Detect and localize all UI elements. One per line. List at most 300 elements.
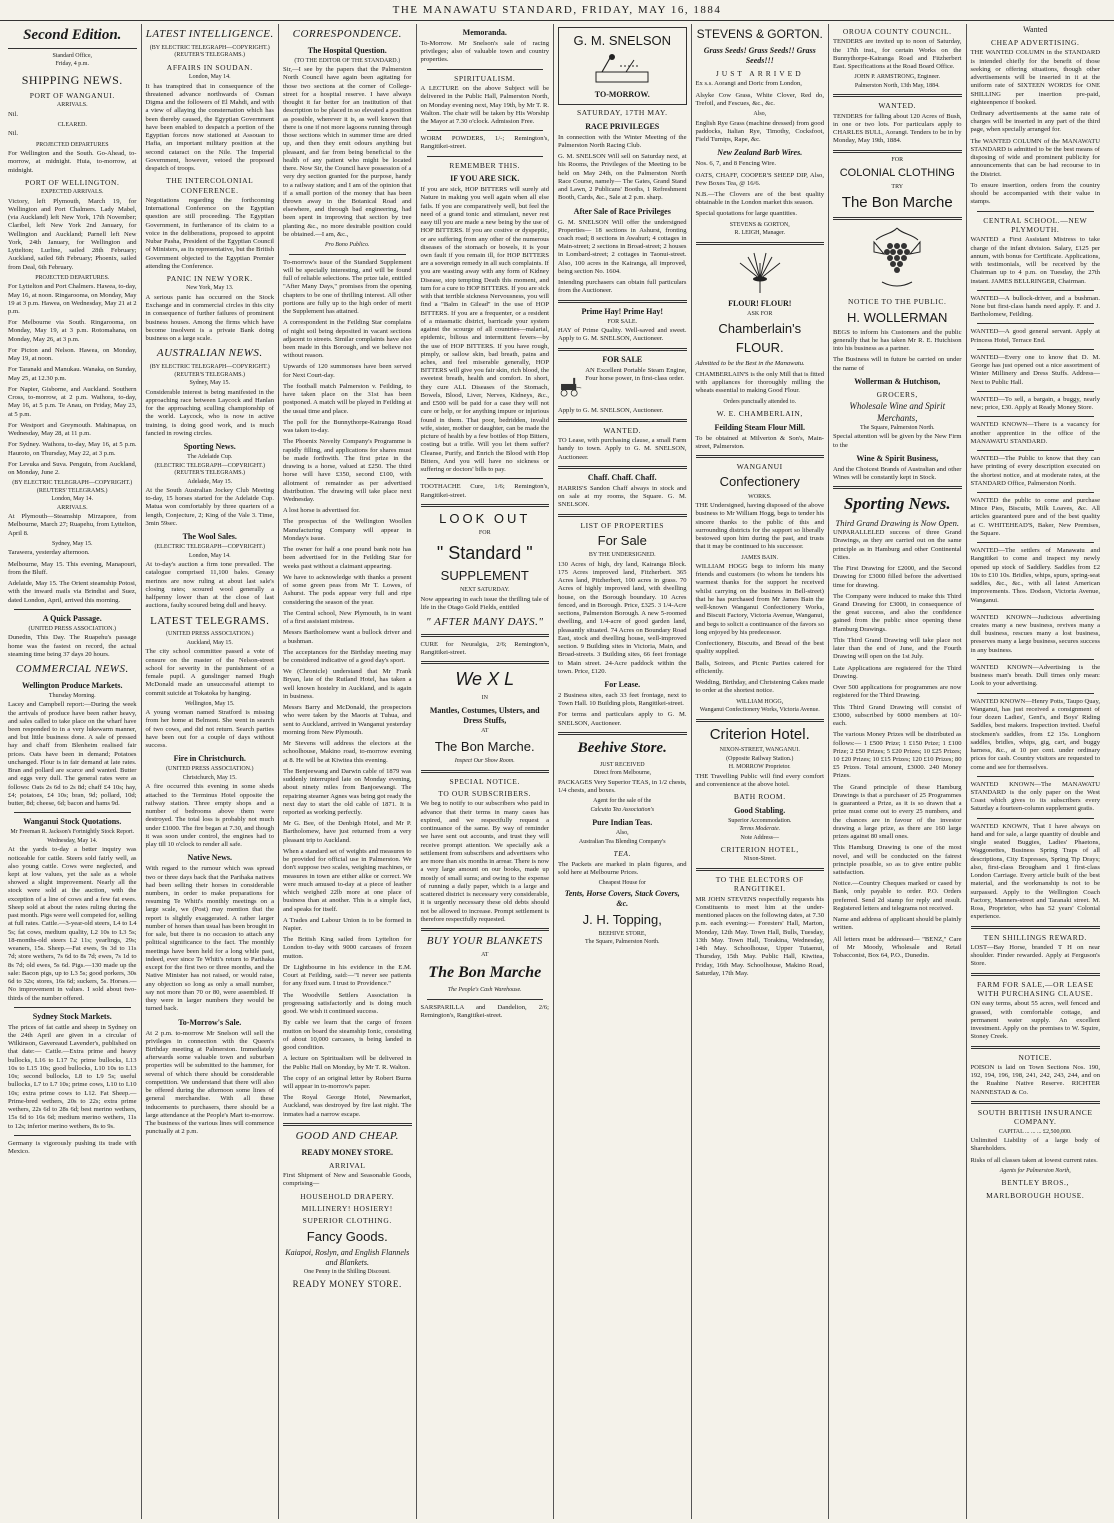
dateline: Sydney, May 15. <box>51 540 93 547</box>
auctioneer-illustration <box>590 52 654 86</box>
columns <box>4 24 1110 1519</box>
divider <box>971 1101 1101 1104</box>
ad-line: ARRIVAL <box>328 1160 366 1170</box>
paragraph: The owner for half a one pound bank note has been advertised for in the Feilding Star for weeks past without a claimant appearing. <box>283 546 412 570</box>
divider <box>421 634 550 637</box>
ad-heading: TO-MORROW. <box>594 90 650 100</box>
ad-text: And the Choicest Brands of Australian and other Wines will be constantly kept in Stock. <box>833 465 962 481</box>
ad-text: G. M. SNELSON Will offer the undersigned Properties— 18 sections in Ashurst, fronting coach road; 8 sections in Awahuri; 4 cottages in Main-street; 2 sections in Broad-street; 2 houses in Lombard-street; 2 cottages in Taonui-street. Also, 100 acres in the Kairanga, all improved, being section No. 1604. <box>558 218 687 275</box>
ad-text: HAY of Prime Quality. Well-saved and sweet. Apply to G. M. SNELSON, Auctioneer. <box>558 327 687 343</box>
paragraph: We have to acknowledge with thanks a present of some green peas from Mr T. Lowes, of Ashurst. The pods appear very full and ripe considering the season of the year. <box>283 573 412 606</box>
ad-line: Note Address— <box>740 834 779 841</box>
ad-line: SATURDAY, 17TH MAY. <box>576 108 668 118</box>
dateline: Christchurch, May 15. <box>182 774 237 781</box>
ad-heading: BUY YOUR BLANKETS <box>426 934 543 947</box>
section-heading: PORT OF WELLINGTON. <box>25 177 120 187</box>
ad-heading: FLOUR. <box>735 340 784 356</box>
ad-line: Cheapest House for <box>598 880 646 886</box>
ad-line: READY MONEY STORE. <box>292 1279 402 1290</box>
ad-line: HOUSEHOLD DRAPERY. <box>300 1191 395 1201</box>
ad-heading: Chamberlain's <box>718 321 802 337</box>
ad-heading: Mantles, Costumes, Ulsters, and Dress Stuffs, <box>429 706 540 726</box>
divider <box>833 486 962 489</box>
wire-credit: (UNITED PRESS ASSOCIATION.) <box>165 766 254 773</box>
divider <box>427 69 544 70</box>
divider <box>427 130 544 131</box>
section-title: COMMERCIAL NEWS. <box>15 663 129 676</box>
sub-heading: PROJECTED DEPARTURES. <box>35 274 110 281</box>
divider <box>14 1135 131 1136</box>
divider <box>421 770 550 773</box>
ad-text: WANTED KNOWN—Judicious advertising creates many a new business, revives many a dull business, rescues many a lost business, preserves many a large business, secures success in any business. <box>970 613 1100 654</box>
column-4 <box>417 24 555 1519</box>
ad-text: Intending purchasers can obtain full particulars from the Auctioneer. <box>558 279 687 295</box>
ad-line: The Square, Palmerston North. <box>585 939 660 946</box>
ad-line: JAMES BAIN. <box>741 554 779 561</box>
article-heading: The Wool Sales. <box>182 532 237 542</box>
ad-line: NIXON-STREET, WANGANUI. <box>719 747 800 754</box>
paragraph: For Melbourne via South. Ringarooma, on Monday, May 19, at 3 p.m. Rotomahana, on Monday, May 26, at 3 p.m. <box>8 319 137 343</box>
divider <box>977 391 1095 392</box>
ad-text: Risks of all classes taken at lowest current rates. <box>970 1156 1098 1164</box>
edition-title: Second Edition. <box>8 26 137 49</box>
ad-line: CAPITAL ... ... ... £2,500,000. <box>998 1128 1072 1135</box>
edition-line: Standard Office, <box>52 52 93 59</box>
ad-text: TENDERS for falling about 120 Acres of Bush, in one or two lots. For particulars apply to CHARLES BULL, Aorangi. Tenders to be in by Monday, May 19th, 1884. <box>833 112 962 145</box>
section-title: CORRESPONDENCE. <box>292 28 402 40</box>
ad-heading: SPIRITUALISM. <box>454 73 516 83</box>
ad-text: OATS, CHAFF, COOPER'S SHEEP DIP, Also, Few Boxes Tea, @ 16/6. <box>695 171 824 187</box>
dateline: Adelaide, May 15. <box>187 478 233 485</box>
paragraph: Messrs Barry and McDonald, the prospectors who were taken by the Maoris at Tuhua, and sent to Auckland, arrived in Wanganui yesterday morning from New Plymouth. <box>283 704 412 736</box>
ad-heading: FOR SALE <box>602 354 643 364</box>
ad-text: G. M. SNELSON Will sell on Saturday next, at his Rooms, the Privileges of the Meeting to be held on May 24th, on the Palmerston North Race Course, namely— The Gates, Grand Stand and Lawn, 2 Publicans' Booths, 1 Refreshment Booth, Cards, &c., Sale at 2 p.m. sharp. <box>558 153 687 202</box>
divider <box>558 514 687 517</box>
ad-line: TRY <box>891 183 904 190</box>
divider <box>558 300 687 303</box>
ad-text: 130 Acres of high, dry land, Kairanga Block. 175 Acres improved land, Fitzherbert. 365 Acres land, Pitzherbert, 100 acres in grass. 70 Acres of highly improved land, with dwelling house, on the Borough boundary. 10 Acres fenced, and in Borough. Price, £325. 3 1/4-Acre sections, Palmerston Borough. A new 5-roomed dwelling, and 1/4-acre of good garden land, pleasantly situated. 74 Acres on Boundary Road East, stock and dwelling house, well-improved section. 9 Building sites in Victoria, Main, and Broad-streets. 3 Building sites, 66 feet frontage to Main street. 24-Acre paddock within the town. Price, £120. <box>558 560 687 675</box>
divider <box>977 818 1095 819</box>
ad-text: THE Undersigned, having disposed of the above business to Mr William Hogg, begs to tender his sincere thanks to the public of this and surrounding districts for the support so liberally bestowed upon him during the past, and trusts that it may be continued to his successor. <box>695 502 824 551</box>
divider <box>558 348 687 351</box>
ad-text: CURE for Neuralgia, 2/6; Remington's, Rangitikei-street. <box>420 640 549 657</box>
section-title: LATEST TELEGRAMS. <box>150 614 270 627</box>
ad-line: MARLBOROUGH HOUSE. <box>986 1190 1085 1200</box>
paragraph: It has transpired that in consequence of the threatened advance northwards of Osman Digma and the followers of El Mahdi, and with a view of allaying the consternation which has been thereby caused, the Egyptian Government have been enabled to despatch a portion of the Egyptian forces now stationed at Assouan to Hafia, an important military position at the second cataract on the Nile. The Imperial Government, however, vetoed the proposed despatch of troops. <box>145 82 274 172</box>
divider <box>977 323 1095 324</box>
ad-text: N.B.—The Clovers are of the best quality obtainable in the London market this season. <box>695 190 824 207</box>
paragraph: The acceptances for the Birthday meeting may be considered indicative of a good day's sport. <box>283 648 412 664</box>
sub-heading: (TO THE EDITOR OF THE STANDARD.) <box>294 57 401 64</box>
ad-line: Australian Tea Blending Company's <box>578 838 666 845</box>
ad-heading: TEN SHILLINGS REWARD. <box>983 932 1087 942</box>
column-1 <box>4 24 142 1519</box>
ad-line: Tents, Horse Covers, Stack Covers, &c. <box>564 888 680 908</box>
ad-heading: Sporting News. <box>843 494 951 514</box>
ad-line: Wholesale Wine and Spirit Merchants, <box>849 401 946 423</box>
paragraph: At to-day's auction a firm tone prevailed. The catalogue comprised 11,100 bales. Greasy merinos are now ruling at about last sale's closing rates; scoured wool generally a halfpenny lower than at the close of last auctions, faulty scoured being dull and heavy. <box>145 561 274 610</box>
ad-text: Alsyke Cow Grass, White Clover, Red do, Trefoil, and Fescues, &c., &c. <box>695 91 824 107</box>
sub-heading: EXPECTED ARRIVALS. <box>40 189 104 196</box>
grapes-illustration <box>862 224 932 294</box>
ad-text: Wedding, Birthday, and Christening Cakes made to order at the shortest notice. <box>695 679 825 695</box>
sub-heading: ARRIVALS. <box>56 504 88 511</box>
ad-heading: TO THE ELECTORS OF RANGITIKEI. <box>715 874 804 894</box>
ad-heading: RACE PRIVILEGES <box>585 121 660 131</box>
ad-heading: REMEMBER THIS. <box>449 160 521 170</box>
steam-engine-illustration <box>558 367 582 407</box>
divider <box>977 776 1095 777</box>
article-heading: Wanganui Stock Quotations. <box>23 817 122 827</box>
ad-heading: FLOUR! FLOUR! <box>728 298 792 308</box>
ad-line: Kaiapoi, Roslyn, and English Flannels and Blankets. <box>285 1247 410 1267</box>
divider <box>14 609 131 610</box>
ad-text: Ex s.s. Aorangi and Doric from London, <box>695 80 802 88</box>
ad-text: 2 Business sites, each 33 feet frontage, next to Town Hall. 10 Building plots, Rangitikei-street. <box>558 692 687 708</box>
ad-heading: " Standard " <box>436 542 533 563</box>
dateline: Auckland, May 15. <box>186 639 233 646</box>
paragraph: The prices of fat cattle and sheep in Sydney on the 24th April are given in a circular of Wilkinson, Gavereaud Lavender's, published on that date:— Cattle.—Extra prime and heavy bullocks, L16 to L17 7s; prime bullocks, L13 10s to L15 10s; good bullocks, L10 10s to L13 10s; second bullocks, L8 to L9 5s; useful bullocks, L7 to L7 10s; prime cows, L10 to L10 10s; extra prime cows to L12. Fat Sheep.—Prime-bred wethers, 20s to 22s; extra prime wethers, 22s 6d to 28s 6d; best merino wethers, 15s 6d to 16s 6d; medium merino wethers, 11s to 12s; inferior merino wethers, 8s to 9s. <box>8 1023 137 1130</box>
paragraph: A Trades and Labour Union is to be formed in Napier. <box>283 916 412 933</box>
divider <box>283 1123 412 1126</box>
column-3 <box>279 24 417 1519</box>
divider <box>696 242 825 245</box>
wire-credit: (ELECTRIC TELEGRAPH—COPYRIGHT.) (REUTER'S TELEGRAMS.) <box>154 462 265 476</box>
ad-heading: TO OUR SUBSCRIBERS. <box>438 789 532 799</box>
section-heading: PORT OF WANGANUI. <box>29 90 115 100</box>
divider <box>14 812 131 813</box>
paragraph: Nil. <box>8 130 19 138</box>
paragraph: Negotiations regarding the forthcoming International Conference on the Egyptian question are still proceeding. The Egyptian Government, in furtherance of its claim to a voice in the deliberations, proposed to appoint Nubar Pasha, President of the Egyptian Council of Ministers, as its representative, but the British Government objected to the Egyptian Premier attending the Conference. <box>145 196 274 270</box>
ad-text: All letters must be addressed— "BENZ," Care of Mr Moody, Wholesale and Retail Tobacconist, Box 64, P.O., Dunedin. <box>833 935 962 960</box>
ad-heading: Good Stabling. <box>734 805 786 815</box>
paragraph: At Plymouth—Steamship Mirzapore, from Melbourne, March 27; Ruapehu, from Lyttelton, April 8. <box>8 513 137 537</box>
ad-text: To ensure insertion, orders from the country should be accompanied with their value in stamps. <box>970 181 1100 206</box>
ad-text: THE Travelling Public will find every comfort and convenience at the above hotel. <box>695 772 824 788</box>
ad-heading: " AFTER MANY DAYS." <box>425 616 544 629</box>
paragraph: Nil. <box>8 110 19 118</box>
ad-line: Agents for Palmerston North, <box>999 1167 1071 1174</box>
divider <box>971 1046 1101 1049</box>
ad-line: BEEHIVE STORE, <box>598 930 647 937</box>
ad-text: This Third Grand Drawing will take place not later than the end of June, and the Fourth Drawing will open on the 1st July. <box>833 636 962 661</box>
paragraph: The Woodville Settlers Association is progressing satisfactorily and is doing much good. We wish it continued success. <box>283 991 412 1016</box>
ad-line: H. MORROW Proprietor. <box>728 764 791 771</box>
paragraph: By cable we learn that the cargo of frozen mutton on board the steamship Ionic, consisting of about 10,000 carcases, is being landed in good condition. <box>283 1019 412 1052</box>
ad-text: Ordinary advertisements at the same rate of charges will be inserted in any part of the third page, when specially arranged for. <box>970 110 1100 134</box>
divider <box>696 719 825 722</box>
ad-line: FOR SALE. <box>607 318 638 325</box>
ad-text: Late Applications are registered for the Third Drawing. <box>833 664 962 680</box>
paragraph: A fire occurred this evening in some sheds attached to the Terminus Hotel opposite the railway station. Three empty shops and a number of bedrooms above them were destroyed. The total loss is probably not much under £1000. The fire began at 7.30, and though it was soon under control, the engines had to play till 10 o'clock to render all safe. <box>145 783 274 849</box>
column-8 <box>967 24 1105 1519</box>
paragraph: At 2 p.m. to-morrow Mr Snelson will sell the privileges in connection with the Queen's Birthday meeting at Palmerston. Immediately afterwards some valuable town and suburban properties will be submitted to the hammer, for several of which there should be considerable competition. We understand that there will also be offered during the afternoon some lines of general merchandise. With all these inducements to purchasers, there should be a large attendance at the People's Mart to-morrow. The business of the various lines will commence punctually at 2 p.m. <box>145 1029 274 1136</box>
paragraph: At the yards to-day a better inquiry was noticeable for cattle. Steers sold fairly well, as also young cattle. Cows were neglected, and kept at low values, yet the sale as a whole showed a slight improvement. Nearly all the stock were sold at the auction, with the exception of a line of cows and a few fat ewes. Sheep sold at about the rates ruling during the past month. Pigs were well competed for, selling at full rates. Cattle.—3-year-old steers, L4 to L4 5s; fat cows, medium quality, L2 10s to L3 5s; 18-months-old steers L2 11s; yearlings, 29s; weaners, 15s. Sheep.—Fat ewes, 9s 3d to 11s 7d; store wethers, 7s 6d to 8s 7d; ewes, 7s 1d to 8s 7d; old ewes, 5s 6d. Pigs.—130 made up the sale: Bacon pigs, up to L3 5s; good porkers, 30s 6d to 32s; stores, 16s 6d; suckers, 5s. Horses.—No improvement in values. I sold about two-thirds of the number offered. <box>8 846 137 1002</box>
article-heading: Wellington Produce Markets. <box>21 680 123 690</box>
ad-line: Calcutta Tea Association's <box>590 806 655 813</box>
ad-text: WILLIAM HOGG begs to inform his many friends and customers (to whom he tenders his warmest thanks for the support he received whilst carrying on the business in Bell-street) that he has purchased from Mr James Bain the well-known Wanganui Confectionery Works, and Biscuit Factory, Victoria Avenue, Wanganui, and begs to solicit a continuance of the favors so long enjoyed by his predecessor. <box>695 563 824 636</box>
ad-text: The Packets are marked in plain figures, and sold here at Melbourne Prices. <box>558 860 687 876</box>
paragraph: The copy of an original letter by Robert Burns will appear in to-morrow's paper. <box>283 1074 412 1090</box>
ad-heading: LOOK OUT <box>439 510 531 526</box>
snelson-ad <box>558 27 687 105</box>
ad-text: WANTED—The settlers of Manawatu and Rangitikei to come and inspect my newly opened up stock of Saddlery. Saddles from £2 10s to £10 10s. Bridles, whips, spurs, spring-seat saddles, &c., &c., with all latest American improvements. Thos. Dodson, Victoria Avenue, Wanganui. <box>970 547 1100 604</box>
section-heading: Wanted <box>1023 25 1048 34</box>
paragraph: When a standard set of weights and measures to be provided for official use in Palmerston. We don't suppose two scales, weighing machines, or measures in town are either alike or correct. We were much amused to-day at a piece of leather which weighed 22lb more at one place of business than at another. This is a simple fact, and speaks for itself. <box>283 847 412 913</box>
ad-heading: Chaff. Chaff. Chaff. <box>587 472 657 482</box>
wire-credit: (BY ELECTRIC TELEGRAPH—COPYRIGHT.) (REUTER'S TELEGRAMS.) <box>149 44 270 59</box>
ad-heading: Beehive Store. <box>577 739 667 756</box>
paragraph: For Westport and Greymouth. Mahinapua, on Wednesday, May 28, at 11 p.m. <box>8 421 137 438</box>
ad-text: The Company were induced to make this Third Grand Drawing for £3000, in consequence of the great success, and also the confidence gained from the public since opening these Hamburg Drawings. <box>833 592 962 633</box>
paragraph: At the South Australian Jockey Club Meeting to-day, 15 horses started for the Adelaide Cup. Matua won comfortably by three quarters of a length, Conjecture, 2; King of the Vale 3. Time, 3min 59sec. <box>145 487 274 527</box>
ad-text: Confectionery, Biscuits, and Bread of the best quality supplied. <box>695 640 824 656</box>
ad-line: GROCERS, <box>876 389 918 399</box>
ad-line: W. E. CHAMBERLAIN, <box>716 409 803 419</box>
ad-text: WORM POWDERS, 1/-; Remington's, Rangitikei-street. <box>420 135 549 151</box>
ad-text: To be obtained at Milverton & Son's, Main-street, Palmerston. <box>695 434 824 450</box>
divider <box>977 492 1095 493</box>
paragraph: A young woman named Stratford is missing from her home at Belmont. She went in search of two cows, and did not return. Search parties have been out for a couple of days without success. <box>145 709 274 750</box>
paragraph: A correspondent in the Feilding Star complains of night soil being deposited in vacant sections adjacent to streets. Similar complaints have also been made in this Borough, and we believe not without reason. <box>283 319 412 360</box>
paragraph: Mr Stevens will address the electors at the schoolhouse, Makino road, to-morrow evening at 8. He will be at Kiwitea this evening. <box>283 740 412 764</box>
ad-heading: Wine & Spirit Business, <box>856 453 939 463</box>
ad-text: SARSPARILLA and Dandelion, 2/6; Remington's, Rangitikei-street. <box>420 1003 549 1019</box>
ad-line: NEXT SATURDAY. <box>459 587 510 594</box>
ad-line: FOR <box>891 156 904 163</box>
ad-heading: LIST OF PROPERTIES <box>580 520 665 530</box>
ad-line: Superior Accommodation. <box>728 817 792 824</box>
paragraph: The Central school, New Plymouth, is in want of a first assistant mistress. <box>283 609 412 626</box>
ad-line: Inspect Our Show Room. <box>454 758 515 765</box>
ad-text: Balls, Soirees, and Picnic Parties catered for efficiently. <box>695 659 824 675</box>
ad-line: AT <box>481 728 489 735</box>
ad-text: WANTED—A good general servant. Apply at Princess Hotel, Terrace End. <box>970 328 1100 344</box>
ad-heading: OROUA COUNTY COUNCIL. <box>842 27 952 36</box>
ad-line: TEA. <box>613 849 632 859</box>
paragraph: The Phoenix Novelty Company's Programme is rapidly filling, and applications for shares must be made forthwith. The first prize in the drawing is a horse, valued at £250. The third horse will have £350, second £100, with allotment of remainder as per advertised distribution. The drawing will take place next Wednesday. <box>283 438 412 503</box>
ad-line: BY THE UNDERSIGNED. <box>588 552 656 559</box>
ad-line: ASK FOR <box>747 310 773 317</box>
ad-heading: SOUTH BRITISH INSURANCE COMPANY. <box>977 1107 1093 1127</box>
paragraph: For Napier, Gisborne, and Auckland. Southern Cross, to-morrow, at 2 p.m. Waihora, to-day, May 16, at 5 p.m. Te Anau, on Friday, May 23, at 5 p.m. <box>8 385 137 418</box>
divider <box>833 94 962 97</box>
ad-text: TENDERS are invited up to noon of Saturday, the 17th inst., for certain Works on the Bunnythorpe-Kairanga Road and Fitzherbert East. Specifications at the Road Board Office. <box>833 38 962 71</box>
ad-heading: H. WOLLERMAN <box>847 309 948 325</box>
ad-heading: WANTED. <box>603 425 642 435</box>
divider <box>977 211 1095 212</box>
paragraph: For Lyttelton and Port Chalmers. Hawea, to-day, May 16, at noon. Ringarooma, on Monday, May 19 at 3 p.m. Hawea, on Wednesday, May 21 at 2 p.m. <box>8 283 137 315</box>
ad-line: FOR <box>478 530 491 537</box>
article-heading: The Hospital Question. <box>307 45 387 55</box>
sub-heading: PROJECTED DEPARTURES <box>35 141 109 148</box>
signature: Pro Bono Publico. <box>324 242 370 249</box>
divider <box>971 973 1101 976</box>
wheat-sheaf-illustration <box>730 249 790 295</box>
shipping-title: SHIPPING NEWS. <box>21 72 123 87</box>
ad-text: English Rye Grass (machine dressed) from good paddocks, Italian Rye, Timothy, Cocksfoot, Field Turnips, Rape, &c. <box>695 119 824 144</box>
column-6 <box>692 24 830 1519</box>
ad-text: Name and address of applicant should be plainly written. <box>833 916 962 932</box>
ad-text: The WANTED COLUMN of the MANAWATU STANDARD is admitted to be the best means of disposing of wide and prominent publicity for announcements that can be had recourse to in the District. <box>970 137 1100 178</box>
ad-heading: Confectionery <box>719 474 800 490</box>
paragraph: A serious panic has occurred on the Stock Exchange and in commercial circles in this city in consequence of further failures of prominent business houses. Among the firms which have become insolvent is a private Bank doing business on a large scale. <box>145 293 274 343</box>
paragraph: Germany is vigorously pushing its trade with Mexico. <box>8 1139 137 1156</box>
edition-line: Friday, 4 p.m. <box>55 61 89 68</box>
ad-text: Now appearing in each issue the thrilling tale of life in the Otago Gold Fields, entitled <box>420 595 549 611</box>
divider <box>427 478 544 479</box>
ad-line: Fancy Goods. <box>306 1228 388 1244</box>
paragraph: Tarawera, yesterday afternoon. <box>8 549 90 557</box>
article-heading: Memoranda. <box>462 28 507 37</box>
ad-text: First Shipment of New and Seasonable Goods, comprising— <box>283 1172 412 1188</box>
paragraph: Dunedin, This Day. The Ruapehu's passage home was the fastest on record, the actual steaming time being 37 days 20 hours. <box>8 634 137 658</box>
ad-heading: Prime Hay! Prime Hay! <box>581 306 664 316</box>
ad-heading: We X L <box>455 669 515 690</box>
ad-text: Over 500 applications for programmes are now registered for the Third Drawing. <box>833 684 962 700</box>
ad-text: BEGS to inform his Customers and the public generally that he has taken Mr R. E. Hutchison into his business as a partner. <box>833 328 962 353</box>
wire-credit: (UNITED PRESS ASSOCIATION.) <box>165 631 254 638</box>
ad-line: Wanganui Confectionery Works, Victoria Avenue. <box>699 707 820 714</box>
ad-text: POISON is laid on Town Sections Nos. 190, 192, 194, 196, 198, 241, 242, 243, 244, and on the Ruahine Native Reserve. RICHTER NANNESTAD & Co. <box>970 1063 1100 1096</box>
ad-heading: STEVENS & GORTON. <box>696 27 823 41</box>
ad-heading: The Bon Marche. <box>434 738 535 754</box>
divider <box>833 150 962 153</box>
paragraph: A lecture on Spiritualism will be delivered in the Public Hall on Monday, by Mr T. R. Walton. <box>283 1055 412 1071</box>
paragraph: For Taranaki and Manukau. Wanaka, on Sunday, May 25, at 12.30 p.m. <box>8 366 137 382</box>
ad-text: WANTED—Every one to know that D. M. George has just opened out a nice assortment of Winter Millinery and Dress Stuffs. Address—Next to Public Hall. <box>970 353 1100 386</box>
divider <box>558 732 687 735</box>
ad-line: BENTLEY BROS., <box>1001 1178 1069 1188</box>
ad-line: MILLINERY! HOSIERY! <box>301 1203 393 1213</box>
paragraph: For Sydney. Waihora, to-day, May 16, at 5 p.m. Hauroto, on Thursday, May 22, at 3 p.m. <box>8 441 137 457</box>
ad-text: The Grand principle of these Hamburg Drawings is that a purchaser of 25 Programmes is guaranteed a Prize, as it is so drawn that a prize must come out to every 25 numbers, and the chances are in favour of the investor drawing a large prize, as there are 160 large prizes against 80 small ones. <box>833 783 962 841</box>
divider <box>833 217 962 220</box>
divider <box>977 609 1095 610</box>
ad-text: In connection with the Winter Meeting of the Palmerston North Racing Club. <box>558 133 687 149</box>
paragraph: Dr Lightbourne in his evidence in the E.M. Court at Feilding, said:—"I never see patients for any fixed sum. I trust to Providence." <box>283 963 412 988</box>
article-heading: To-Morrow's Sale. <box>178 1017 242 1027</box>
ad-text: MR JOHN STEVENS respectfully requests his Constituents to meet him at the under-mentioned places on the following dates, at 7.30 p.m. each evening:— Foresters' Hall, Marton, Monday, 12th May. Town Hall, Bulls, Tuesday, 13th May. Town Hall, Torakina, Wednesday, 14th May. Schoolhouse, Upper Tutaenui, Thursday, 15th May. Public Hall, Kiwitea, Friday, 16th May. Schoolhouse, Makino Road, Saturday, 17th May. <box>695 895 824 977</box>
ad-heading: For Sale <box>597 532 647 548</box>
ad-line: Agent for the sale of the <box>593 798 652 805</box>
ad-heading: SUPPLEMENT <box>440 568 529 584</box>
divider <box>977 450 1095 451</box>
ad-line: SUPERIOR CLOTHING. <box>302 1216 392 1226</box>
ad-line: Orders punctually attended to. <box>723 398 797 405</box>
divider <box>977 349 1095 350</box>
ad-line: WANGANUI <box>736 461 783 471</box>
ad-text: The various Money Prizes will be distributed as follows:— 1 £500 Prize; 1 £150 Prize; 1 £100 Prize; 2 £50 Prizes; 5 £20 Prizes; 10 £25 Prizes; 10 £20 Prizes; 10 £15 Prizes; 120 £10 Prizes; 80 £5 Prizes. Total amount, £3000. 240 Money Prizes. <box>833 731 962 780</box>
ad-line: Also, <box>615 830 629 837</box>
ad-heading: The Bon Marche <box>841 194 953 212</box>
ad-text: For terms and particulars apply to G. M. SNELSON, Auctioneer. <box>558 711 687 727</box>
paragraph: Considerable interest is being manifested in the approaching race between Laycock and Hanlan for the approaching sculling championship of the world. Laycock, who is now in active training, is doing good work, and is much fancied in rowing circles. <box>145 388 274 437</box>
ad-text: WANTED—The Public to know that they can have printing of every description executed on the shortest notice, and at moderate rates, at the STANDARD Office, Palmerston North. <box>970 455 1100 487</box>
ad-line: JUST ARRIVED <box>715 69 804 78</box>
ad-heading: Wollerman & Hutchison, <box>854 376 941 386</box>
article-heading: Fire in Christchurch. <box>173 754 246 764</box>
ad-heading: READY MONEY STORE. <box>301 1147 393 1157</box>
article-heading: Sydney Stock Markets. <box>32 1011 112 1021</box>
column-7 <box>829 24 967 1519</box>
divider <box>421 661 550 664</box>
divider <box>421 504 550 507</box>
ad-line: CRITERION HOTEL, <box>720 845 799 855</box>
divider <box>558 466 687 469</box>
ad-text: Unlimited Liability of a large body of Shareholders. <box>970 1137 1100 1153</box>
column-5 <box>554 24 692 1519</box>
ad-heading: FARM FOR SALE,—OR LEASE WITH PURCHASING CLAUSE. <box>976 979 1094 998</box>
ad-line: AT <box>481 951 489 958</box>
ad-text: Special attention will be given by the New Firm to the <box>833 433 962 449</box>
divider <box>427 156 544 157</box>
divider <box>971 926 1101 929</box>
ad-text: This Third Grand Drawing will consist of £3000, subscribed by 6000 members at 10/- each. <box>833 703 962 728</box>
ad-line: (Opposite Railway Station.) <box>726 755 794 762</box>
paragraph: Lacey and Campbell report:—During the week the arrivals of produce have been rather heavy, and sales called to take place on the wharf have been responded to in a very lukewarm manner, and but little business done. A sale of pressed hay and chaff from Blenheim realised fair prices. Oats have been in demand; Potatoes unchanged. Flour is in fair demand at late rates. Bran and pollard are scarce and wanted. Butter and eggs very dull. The general rates were as follows: Oats 2s 6d to 2s 8d; chaff £4 10s; hay, £4; potatoes, £4 10s; bran, 9d; pollard, 10d; butter, 8d; cheese, 6d; bacon and hams 9d. <box>8 701 137 808</box>
ad-text: WANTED KNOWN—There is a vacancy for another apprentice in the office of the MANAWATU STANDARD. <box>970 421 1100 445</box>
ad-line: JOHN P. ARMSTRONG, Engineer. <box>854 74 941 81</box>
ad-text: PACKAGES Very Superior TEAS, in 1/2 chests, 1/4 chests, and boxes. <box>558 778 687 794</box>
divider <box>696 868 825 871</box>
dateline: Sydney, May 15. <box>189 380 231 387</box>
divider <box>977 290 1095 291</box>
sub-heading: The Adelaide Cup. <box>187 454 233 460</box>
paragraph: We (Chronicle) understand that Mr Frank Bryan, late of the Rutland Hotel, has taken a well known hostelry in Auckland, and is again in business. <box>283 668 412 700</box>
sub-heading: Mr Freeman R. Jackson's Fortnightly Stock Report. <box>10 829 135 836</box>
sub-heading: CLEARED. <box>57 121 87 128</box>
ad-heading: Criterion Hotel. <box>709 725 810 743</box>
ad-text: The First Drawing for £2000, and the Second Drawing for £3000 filled before the advertised time for drawing. <box>833 565 962 589</box>
ad-text: UNPARALLELED success of three Grand Drawings, as they are carried out on the same principle as in Hamburg and other Continental Cities. <box>833 529 962 561</box>
ad-text: WANTED a First Assistant Mistress to take charge of the infant division. Salary, £125 per annum, with bonus for Certificate. Applications, with testimonials, will be received by the Chairman up to 4 p.m. on Tuesday, the 27th instant. JAMES BELLRINGER, Chairman. <box>970 236 1100 285</box>
wire-credit: (BY ELECTRIC TELEGRAPH—COPYRIGHT.) (REUTERS' TELEGRAMS.) <box>12 480 133 494</box>
ad-heading: For Lease. <box>604 680 641 689</box>
ad-text: If you are sick, HOP BITTERS will surely aid Nature in making you well again when all else fails. If you are comparatively well, but feel the need of a grand tonic and stimulant, never rest easy till you are made a new being by the use of HOP BITTERS. If you are costive or dyspeptic, or are suffering from any other of the numerous diseases of the stomach or bowels, it is your own fault if you remain ill, for HOP BITTERS are a sovereign remedy in all such complaints. If you are wasting away with any form of Kidney Disease, stop tempting Death this moment, and turn for a cure to HOP BITTERS. If you are sick with that terrible sickness Nervousness, you will find a "Balm in Gilead" in the use of HOP BITTERS. If you are a frequenter, or a resident of a miasmatic district, barricade your system against the scourge of all countries—malarial, epidemic, bilious and intermittent fevers—by the use of HOP BITTERS. If you have rough, pimply, or sallow skin, bad breath, pains and aches, and feel miserable generally, HOP BITTERS will give you fair skin, rich blood, the sweetest breath, health and comfort. In short, they cure ALL Diseases of the Stomach, Bowels, Blood, Liver, Nerves, Kidneys, &c., and £500 will be paid for a case they will not cure or help, or for anything impure or injurious found in them. That poor, bedridden, invalid wife, sister, mother or daughter, can be made the picture of health by a few bottles of Hop Bitters, costing but a trifle. Will you let them suffer? Cleanse, Purify, and Enrich the Blood with Hop Bitters, And you will have no sickness or suffering or doctors' bills to pay. <box>420 186 549 474</box>
divider <box>977 659 1095 660</box>
ad-text: THE WANTED COLUMN in the STANDARD is intended chiefly for the benefit of those seeking or offering situations, though other advertisements will be inserted in it at the uniform rate of SIXTEEN WORDS for ONE SHILLING per insertion pre-paid, eighteenpence if booked. <box>970 49 1100 106</box>
wire-credit: (UNITED PRESS ASSOCIATION.) <box>28 625 116 632</box>
ad-text: A LECTURE on the above Subject will be delivered in the Public Hall, Palmerston North, on Monday evening next, May 19th, by Mr T. R. Walton. The chair will be taken by His Worship the Mayor at 7.30 o'clock. Admission Free. <box>420 85 550 126</box>
article-heading: A Quick Passage. <box>42 613 102 623</box>
ad-text: WANTED—A bullock-driver, and a bushman. None but first-class hands need apply. F. and J. Bartholomew, Feilding. <box>970 294 1100 319</box>
ad-text: Notice.—Country Cheques marked or cased by Bank, only payable to order. P.O. Orders preferred. Send 2d stamp for reply and result. Registered letters and telegrams not received. <box>833 880 962 912</box>
paragraph: The prospectus of the Wellington Woollen Manufacturing Company will appear in Monday's issue. <box>283 518 412 542</box>
divider <box>558 419 687 422</box>
dateline: Wellington, May 15. <box>184 700 235 707</box>
paragraph: For Picton and Nelson. Hawea, on Monday, May 19, at noon. <box>8 346 137 363</box>
ad-text: The Business will in future be carried on under the name of <box>833 356 962 372</box>
article-heading: Sporting News. <box>183 442 236 451</box>
ad-line: Also, <box>753 111 767 118</box>
ad-line: Terms Moderate. <box>739 826 781 833</box>
ad-line: STEVENS & GORTON, <box>729 221 790 228</box>
ad-text: HARRIS'S Sandon Chaff always in stock and on sale at my rooms, the Square. G. M. SNELSON. <box>558 484 687 509</box>
paragraph: The football match Palmerston v. Feilding, to have taken place on the 31st has been postponed. A match will be played in Feilding at the usual time and place. <box>283 382 412 415</box>
ad-line: Direct from Melbourne, <box>593 770 651 777</box>
ad-line: Nixon-Street. <box>743 856 776 863</box>
ad-text: WANTED KNOWN—Advertising is the business man's breath. Dull times only mean: Look to your advertising. <box>970 663 1100 688</box>
article-heading: THE INTERCOLONIAL CONFERENCE. <box>166 176 254 195</box>
ad-heading: After Sale of Race Privileges <box>573 206 671 216</box>
ad-line: WILLIAM HOGG, <box>736 698 784 705</box>
letter-body: Sir,—I see by the papers that the Palmerston North Council have again been agitating for those two sections at the corner of College-street for a hospital reserve. I have always thought it far better for an institution of that description to be placed in so elevated a position as possible, wherever it is, as well known that there is one if not more lagoons running through those sections which in summer time are dried up, and then they emit odours anything but pleasant, and far from being beneficial to the health of any patient who might be located there. Now Sir, the Council have possession of a very dry section granted for the purpose, handy to a railway station; and I am of the opinion that if a small portion of the money that has been thrown away in the Botanical Road and elsewhere, and through bad engineering, had been spent in improving that section by tree planting &c., no more desirable position could be obtained.—I am, &c., <box>283 66 412 238</box>
paragraph: Melbourne, May 15. This evening, Manapouri, from the Bluff. <box>8 560 137 576</box>
divider <box>289 254 406 255</box>
ad-heading: New Zealand Barb Wires. <box>717 148 803 158</box>
ad-text: ON easy terms, about 55 acres, well fenced and grassed, with comfortable cottage, and permanent water supply. An excellent investment. Apply on the premises to W. Squire, Stoney Creek. <box>970 1000 1100 1041</box>
